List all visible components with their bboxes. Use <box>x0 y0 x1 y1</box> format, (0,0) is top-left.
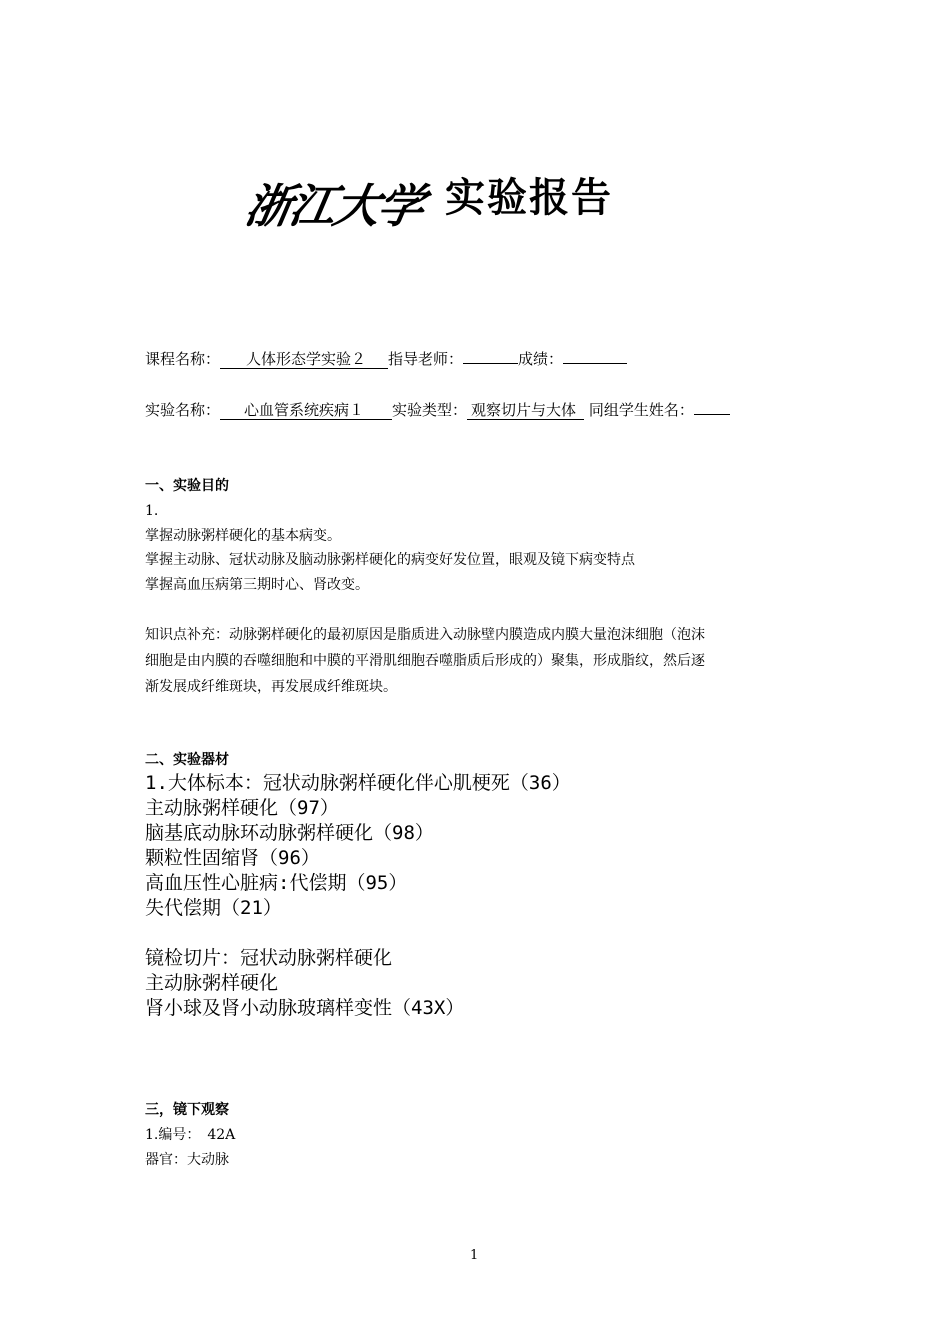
section3-heading: 三，镜下观察 <box>145 1102 229 1118</box>
report-title: 实验报告 <box>445 175 613 221</box>
school-calligraphy-logo: 浙江大学 <box>241 179 427 233</box>
specimen-item: 1.大体标本：冠状动脉粥样硬化伴心肌梗死（36） <box>145 772 571 794</box>
teacher-label: 指导老师： <box>388 350 464 368</box>
section1-number: 1. <box>145 503 159 519</box>
slide-item: 主动脉粥样硬化 <box>145 972 279 994</box>
slide-item: 肾小球及肾小动脉玻璃样变性（43X） <box>145 997 465 1019</box>
knowledge-note <box>145 622 810 700</box>
note-line: 细胞是由内膜的吞噬细胞和中膜的平滑肌细胞吞噬脂质后形成的）聚集，形成脂纹，然后逐 <box>145 653 705 669</box>
specimen-item: 高血压性心脏病:代偿期（95） <box>145 872 408 894</box>
specimen-number: 1.编号： 42A <box>145 1127 236 1143</box>
score-label: 成绩： <box>518 350 564 368</box>
course-value: 人体形态学实验２ <box>220 351 388 369</box>
experiment-value: 心血管系统疾病１ <box>220 402 392 420</box>
teacher-value <box>463 363 518 364</box>
specimen-item: 脑基底动脉环动脉粥样硬化（98） <box>145 822 434 844</box>
note-line: 知识点补充：动脉粥样硬化的最初原因是脂质进入动脉壁内膜造成内膜大量泡沫细胞（泡沫 <box>145 627 705 643</box>
score-value <box>563 363 627 364</box>
group-value <box>694 414 730 415</box>
experiment-label: 实验名称： <box>145 401 221 419</box>
course-label: 课程名称： <box>145 350 221 368</box>
organ-line: 器官：大动脉 <box>145 1152 229 1168</box>
type-label: 实验类型： <box>392 401 468 419</box>
page-number: 1 <box>470 1248 479 1263</box>
section1-heading: 一、实验目的 <box>145 478 229 494</box>
objective-item: 掌握高血压病第三期时心、肾改变。 <box>145 577 369 593</box>
group-label: 同组学生姓名： <box>588 401 694 419</box>
objective-item: 掌握动脉粥样硬化的基本病变。 <box>145 528 341 544</box>
experiment-info-row <box>145 400 730 420</box>
type-value: 观察切片与大体 <box>467 402 584 420</box>
specimen-item: 颗粒性固缩肾（96） <box>145 847 320 869</box>
slide-item: 镜检切片：冠状动脉粥样硬化 <box>145 947 393 969</box>
objective-item: 掌握主动脉、冠状动脉及脑动脉粥样硬化的病变好发位置，眼观及镜下病变特点 <box>145 552 635 568</box>
course-info-row <box>145 349 627 369</box>
section2-heading: 二、实验器材 <box>145 752 229 768</box>
specimen-item: 失代偿期（21） <box>145 897 282 919</box>
specimen-item: 主动脉粥样硬化（97） <box>145 797 339 819</box>
note-line: 渐发展成纤维斑块，再发展成纤维斑块。 <box>145 679 397 695</box>
